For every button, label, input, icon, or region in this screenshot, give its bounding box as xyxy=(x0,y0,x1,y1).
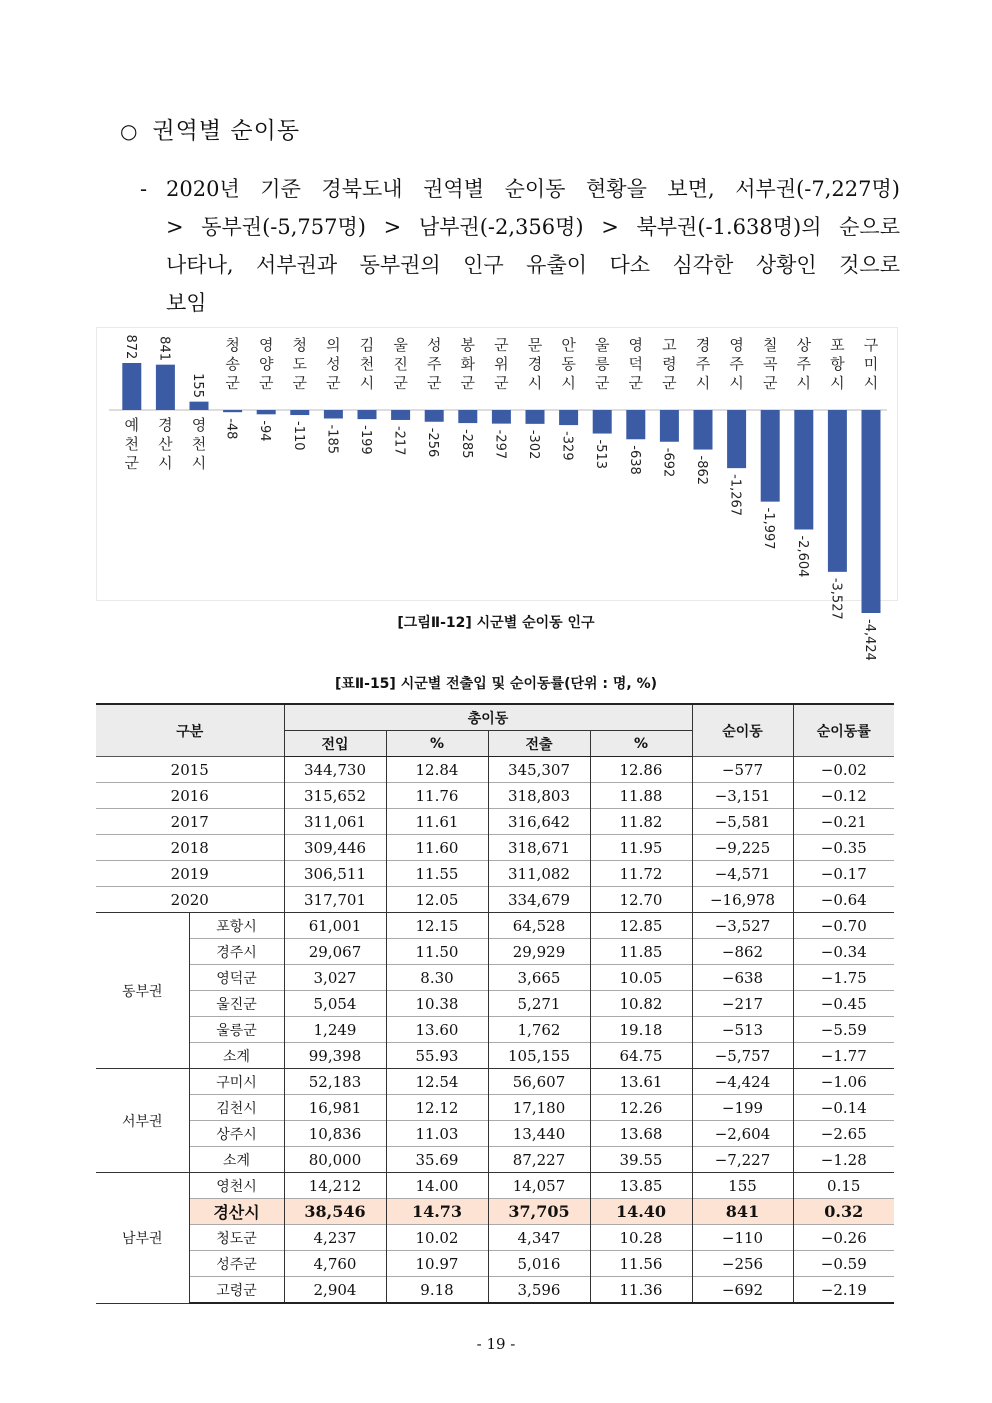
row-label: 성주군 xyxy=(189,1251,284,1277)
cell-rate: −1.77 xyxy=(793,1043,894,1069)
cell-in: 52,183 xyxy=(284,1069,386,1095)
header-out-pct: % xyxy=(590,731,692,757)
section-title: 권역별 순이동 xyxy=(152,118,301,144)
cell-in-pct: 14.73 xyxy=(386,1199,488,1225)
bar-경주시 xyxy=(694,410,713,450)
cell-out-pct: 12.70 xyxy=(590,887,692,913)
cell-in: 14,212 xyxy=(284,1173,386,1199)
cell-out: 311,082 xyxy=(488,861,590,887)
cell-rate: −0.12 xyxy=(793,783,894,809)
cell-in: 4,237 xyxy=(284,1225,386,1251)
cell-net: −110 xyxy=(692,1225,793,1251)
table-row xyxy=(96,1225,894,1251)
region-label: 동부권 xyxy=(96,913,189,1069)
bar-영천시 xyxy=(190,402,209,410)
category-label: 안 동 시 xyxy=(561,336,576,392)
cell-in-pct: 14.00 xyxy=(386,1173,488,1199)
value-label: -1,997 xyxy=(761,507,777,550)
row-label: 영덕군 xyxy=(189,965,284,991)
cell-out: 37,705 xyxy=(488,1199,590,1225)
cell-out-pct: 13.61 xyxy=(590,1069,692,1095)
cell-out: 3,596 xyxy=(488,1277,590,1304)
cell-out-pct: 12.85 xyxy=(590,913,692,939)
paragraph-line: > 동부권(-5,757명) > 남부권(-2,356명) > 북부권(-1.638명)의 순으로 xyxy=(166,215,900,239)
cell-rate: −1.28 xyxy=(793,1147,894,1173)
cell-rate: −0.59 xyxy=(793,1251,894,1277)
cell-rate: −0.45 xyxy=(793,991,894,1017)
category-label: 울 진 군 xyxy=(393,336,408,392)
cell-in-pct: 13.60 xyxy=(386,1017,488,1043)
row-label: 울진군 xyxy=(189,991,284,1017)
bar-문경시 xyxy=(526,410,545,424)
cell-out: 345,307 xyxy=(488,757,590,783)
bar-봉화군 xyxy=(458,410,477,423)
cell-out-pct: 14.40 xyxy=(590,1199,692,1225)
category-label: 청 송 군 xyxy=(225,336,240,392)
row-label: 영천시 xyxy=(189,1173,284,1199)
table-row xyxy=(96,913,894,939)
row-label: 울릉군 xyxy=(189,1017,284,1043)
cell-net: −5,757 xyxy=(692,1043,793,1069)
cell-out: 56,607 xyxy=(488,1069,590,1095)
bar-청도군 xyxy=(290,410,309,415)
cell-out: 334,679 xyxy=(488,887,590,913)
cell-in: 4,760 xyxy=(284,1251,386,1277)
table-row xyxy=(96,887,894,913)
cell-net: −513 xyxy=(692,1017,793,1043)
cell-out: 105,155 xyxy=(488,1043,590,1069)
cell-in: 99,398 xyxy=(284,1043,386,1069)
table-row xyxy=(96,1017,894,1043)
bar-김천시 xyxy=(358,410,377,419)
bar-성주군 xyxy=(425,410,444,422)
table-row xyxy=(96,1251,894,1277)
value-label: -285 xyxy=(458,429,474,459)
row-label: 2020 xyxy=(96,887,284,913)
row-label: 경산시 xyxy=(189,1199,284,1225)
value-label: -2,604 xyxy=(794,535,810,578)
cell-out: 318,803 xyxy=(488,783,590,809)
value-label: -4,424 xyxy=(862,619,877,661)
row-label: 청도군 xyxy=(189,1225,284,1251)
cell-rate: −1.75 xyxy=(793,965,894,991)
cell-in: 344,730 xyxy=(284,757,386,783)
value-label: -1,267 xyxy=(727,474,743,517)
category-label: 의 성 군 xyxy=(326,336,341,392)
table-row xyxy=(96,861,894,887)
cell-in-pct: 12.12 xyxy=(386,1095,488,1121)
cell-in: 306,511 xyxy=(284,861,386,887)
cell-rate: −0.35 xyxy=(793,835,894,861)
cell-net: −4,571 xyxy=(692,861,793,887)
cell-out-pct: 11.85 xyxy=(590,939,692,965)
cell-in: 61,001 xyxy=(284,913,386,939)
cell-in: 315,652 xyxy=(284,783,386,809)
header-in: 전입 xyxy=(284,731,386,757)
cell-in-pct: 12.84 xyxy=(386,757,488,783)
value-label: -692 xyxy=(660,447,676,478)
cell-net: −7,227 xyxy=(692,1147,793,1173)
category-label: 영 천 시 xyxy=(191,416,207,472)
cell-in: 1,249 xyxy=(284,1017,386,1043)
cell-out-pct: 64.75 xyxy=(590,1043,692,1069)
cell-out-pct: 11.36 xyxy=(590,1277,692,1304)
header-out: 전출 xyxy=(488,731,590,757)
row-label: 경주시 xyxy=(189,939,284,965)
cell-rate: −0.70 xyxy=(793,913,894,939)
cell-in: 3,027 xyxy=(284,965,386,991)
cell-net: −692 xyxy=(692,1277,793,1304)
category-label: 영 양 군 xyxy=(258,336,274,392)
category-label: 청 도 군 xyxy=(292,336,308,392)
cell-in: 309,446 xyxy=(284,835,386,861)
table-caption: [표Ⅱ-15] 시군별 전출입 및 순이동률(단위 : 명, %) xyxy=(334,676,658,692)
value-label: -297 xyxy=(492,429,508,460)
cell-in-pct: 55.93 xyxy=(386,1043,488,1069)
bar-의성군 xyxy=(324,410,343,418)
cell-rate: −0.64 xyxy=(793,887,894,913)
table-row xyxy=(96,991,894,1017)
value-label: -217 xyxy=(391,425,407,456)
cell-in-pct: 9.18 xyxy=(386,1277,488,1304)
row-label: 2019 xyxy=(96,861,284,887)
value-label: -256 xyxy=(425,427,441,458)
cell-out: 316,642 xyxy=(488,809,590,835)
cell-in: 80,000 xyxy=(284,1147,386,1173)
category-label: 김 천 시 xyxy=(359,336,375,392)
table-row xyxy=(96,1095,894,1121)
cell-rate: −5.59 xyxy=(793,1017,894,1043)
header-category: 구분 xyxy=(96,704,284,757)
cell-out-pct: 10.82 xyxy=(590,991,692,1017)
category-label: 영 덕 군 xyxy=(628,336,644,392)
row-label: 2018 xyxy=(96,835,284,861)
cell-rate: 0.15 xyxy=(793,1173,894,1199)
cell-in-pct: 10.38 xyxy=(386,991,488,1017)
header-net-rate: 순이동률 xyxy=(793,704,894,757)
category-label: 고 령 군 xyxy=(662,336,677,392)
category-label: 칠 곡 군 xyxy=(762,336,778,392)
row-label: 2017 xyxy=(96,809,284,835)
cell-out-pct: 11.56 xyxy=(590,1251,692,1277)
table-row xyxy=(96,1121,894,1147)
page-number: - 19 - xyxy=(476,1335,516,1353)
cell-net: −9,225 xyxy=(692,835,793,861)
cell-rate: 0.32 xyxy=(793,1199,894,1225)
row-label: 구미시 xyxy=(189,1069,284,1095)
cell-net: −5,581 xyxy=(692,809,793,835)
bar-울진군 xyxy=(391,410,410,420)
cell-in-pct: 12.15 xyxy=(386,913,488,939)
table-row xyxy=(96,835,894,861)
cell-net: 155 xyxy=(692,1173,793,1199)
category-label: 경 주 시 xyxy=(695,336,711,392)
cell-in: 2,904 xyxy=(284,1277,386,1304)
category-label: 포 항 시 xyxy=(830,336,845,392)
value-label: -185 xyxy=(324,424,340,455)
region-label: 서부권 xyxy=(96,1069,189,1173)
table-row xyxy=(96,1199,894,1225)
cell-in-pct: 8.30 xyxy=(386,965,488,991)
cell-out: 3,665 xyxy=(488,965,590,991)
cell-net: −2,604 xyxy=(692,1121,793,1147)
table-row xyxy=(96,757,894,783)
cell-out: 87,227 xyxy=(488,1147,590,1173)
paragraph-line: 보임 xyxy=(166,291,207,315)
cell-in: 317,701 xyxy=(284,887,386,913)
cell-rate: −2.19 xyxy=(793,1277,894,1304)
value-label: 841 xyxy=(156,336,172,361)
cell-net: −577 xyxy=(692,757,793,783)
dash-bullet: - xyxy=(140,177,148,201)
value-label: -199 xyxy=(358,425,373,455)
bar-고령군 xyxy=(660,410,679,442)
cell-out-pct: 12.26 xyxy=(590,1095,692,1121)
bar-안동시 xyxy=(559,410,578,425)
cell-net: −4,424 xyxy=(692,1069,793,1095)
table-row xyxy=(96,1069,894,1095)
row-label: 2016 xyxy=(96,783,284,809)
cell-in-pct: 12.05 xyxy=(386,887,488,913)
table-row xyxy=(96,1173,894,1199)
cell-in-pct: 11.61 xyxy=(386,809,488,835)
header-in-pct: % xyxy=(386,731,488,757)
table-row xyxy=(96,1043,894,1069)
category-label: 영 주 시 xyxy=(729,336,744,392)
cell-net: −217 xyxy=(692,991,793,1017)
value-label: -110 xyxy=(290,421,306,451)
row-label: 포항시 xyxy=(189,913,284,939)
bar-군위군 xyxy=(492,410,511,424)
cell-in-pct: 11.55 xyxy=(386,861,488,887)
cell-out-pct: 13.85 xyxy=(590,1173,692,1199)
cell-out-pct: 11.88 xyxy=(590,783,692,809)
cell-in-pct: 10.97 xyxy=(386,1251,488,1277)
value-label: 155 xyxy=(190,373,205,398)
cell-out: 64,528 xyxy=(488,913,590,939)
cell-out-pct: 11.82 xyxy=(590,809,692,835)
paragraph-line: 나타나, 서부권과 동부권의 인구 유출이 다소 심각한 상황인 것으로 xyxy=(166,253,900,277)
table-row xyxy=(96,1277,894,1304)
cell-in-pct: 11.76 xyxy=(386,783,488,809)
category-label: 상 주 시 xyxy=(796,336,812,392)
value-label: -862 xyxy=(694,455,709,486)
cell-rate: −0.21 xyxy=(793,809,894,835)
cell-out-pct: 13.68 xyxy=(590,1121,692,1147)
cell-out-pct: 10.28 xyxy=(590,1225,692,1251)
cell-out-pct: 12.86 xyxy=(590,757,692,783)
cell-out: 29,929 xyxy=(488,939,590,965)
cell-net: −862 xyxy=(692,939,793,965)
row-label: 김천시 xyxy=(189,1095,284,1121)
bar-청송군 xyxy=(223,410,242,412)
section-heading xyxy=(120,112,300,145)
bar-울릉군 xyxy=(593,410,612,434)
cell-net: −256 xyxy=(692,1251,793,1277)
table-row xyxy=(96,939,894,965)
row-label: 상주시 xyxy=(189,1121,284,1147)
figure-caption: [그림Ⅱ-12] 시군별 순이동 인구 xyxy=(397,615,595,631)
cell-net: −199 xyxy=(692,1095,793,1121)
cell-out: 17,180 xyxy=(488,1095,590,1121)
cell-net: −3,527 xyxy=(692,913,793,939)
bar-경산시 xyxy=(156,365,175,410)
category-label: 구 미 시 xyxy=(863,336,879,392)
bar-구미시 xyxy=(862,410,881,613)
cell-net: −638 xyxy=(692,965,793,991)
cell-in-pct: 10.02 xyxy=(386,1225,488,1251)
category-label: 예 천 군 xyxy=(124,416,140,472)
cell-out: 14,057 xyxy=(488,1173,590,1199)
cell-in: 5,054 xyxy=(284,991,386,1017)
cell-in-pct: 11.60 xyxy=(386,835,488,861)
category-label: 문 경 시 xyxy=(527,336,543,392)
summary-paragraph xyxy=(140,170,900,322)
category-label: 경 산 시 xyxy=(158,416,173,472)
table-row xyxy=(96,1147,894,1173)
bar-칠곡군 xyxy=(761,410,780,502)
value-label: -302 xyxy=(526,429,541,460)
cell-rate: −0.34 xyxy=(793,939,894,965)
cell-in-pct: 35.69 xyxy=(386,1147,488,1173)
cell-rate: −0.02 xyxy=(793,757,894,783)
row-label: 고령군 xyxy=(189,1277,284,1304)
cell-rate: −2.65 xyxy=(793,1121,894,1147)
cell-rate: −0.17 xyxy=(793,861,894,887)
cell-in-pct: 11.50 xyxy=(386,939,488,965)
cell-in: 311,061 xyxy=(284,809,386,835)
value-label: -329 xyxy=(559,431,575,461)
table-row xyxy=(96,809,894,835)
value-label: -48 xyxy=(223,418,239,440)
cell-in: 10,836 xyxy=(284,1121,386,1147)
cell-in-pct: 12.54 xyxy=(386,1069,488,1095)
paragraph-line: 2020년 기준 경북도내 권역별 순이동 현황을 보면, 서부권(-7,227명) xyxy=(166,177,900,201)
cell-in: 16,981 xyxy=(284,1095,386,1121)
bar-영주시 xyxy=(727,410,746,468)
cell-out-pct: 11.72 xyxy=(590,861,692,887)
cell-rate: −0.26 xyxy=(793,1225,894,1251)
cell-out: 13,440 xyxy=(488,1121,590,1147)
category-label: 군 위 군 xyxy=(494,336,509,392)
cell-out: 5,271 xyxy=(488,991,590,1017)
row-label: 소계 xyxy=(189,1043,284,1069)
value-label: -638 xyxy=(626,445,642,475)
cell-out-pct: 11.95 xyxy=(590,835,692,861)
header-net: 순이동 xyxy=(692,704,793,757)
bar-포항시 xyxy=(828,410,847,572)
category-label: 성 주 군 xyxy=(426,336,442,392)
bar-예천군 xyxy=(122,363,141,410)
circle-bullet-icon: ○ xyxy=(120,119,139,143)
value-label: 872 xyxy=(122,334,138,360)
category-label: 봉 화 군 xyxy=(460,336,476,392)
value-label: -513 xyxy=(593,439,609,470)
cell-in-pct: 11.03 xyxy=(386,1121,488,1147)
cell-out: 1,762 xyxy=(488,1017,590,1043)
value-label: -3,527 xyxy=(828,577,844,620)
cell-net: −16,978 xyxy=(692,887,793,913)
cell-in: 38,546 xyxy=(284,1199,386,1225)
cell-rate: −1.06 xyxy=(793,1069,894,1095)
bar-영양군 xyxy=(257,410,276,414)
row-label: 소계 xyxy=(189,1147,284,1173)
category-label: 울 릉 군 xyxy=(594,336,610,392)
table-row xyxy=(96,965,894,991)
table-row xyxy=(96,783,894,809)
cell-net: 841 xyxy=(692,1199,793,1225)
cell-out-pct: 10.05 xyxy=(590,965,692,991)
cell-out: 318,671 xyxy=(488,835,590,861)
row-label: 2015 xyxy=(96,757,284,783)
cell-rate: −0.14 xyxy=(793,1095,894,1121)
cell-in: 29,067 xyxy=(284,939,386,965)
cell-out-pct: 19.18 xyxy=(590,1017,692,1043)
cell-net: −3,151 xyxy=(692,783,793,809)
bar-상주시 xyxy=(794,410,813,529)
bar-영덕군 xyxy=(626,410,645,439)
region-label: 남부권 xyxy=(96,1173,189,1304)
migration-table xyxy=(96,703,894,1304)
header-total-move: 총이동 xyxy=(284,704,692,731)
cell-out: 4,347 xyxy=(488,1225,590,1251)
cell-out: 5,016 xyxy=(488,1251,590,1277)
value-label: -94 xyxy=(257,420,273,442)
cell-out-pct: 39.55 xyxy=(590,1147,692,1173)
